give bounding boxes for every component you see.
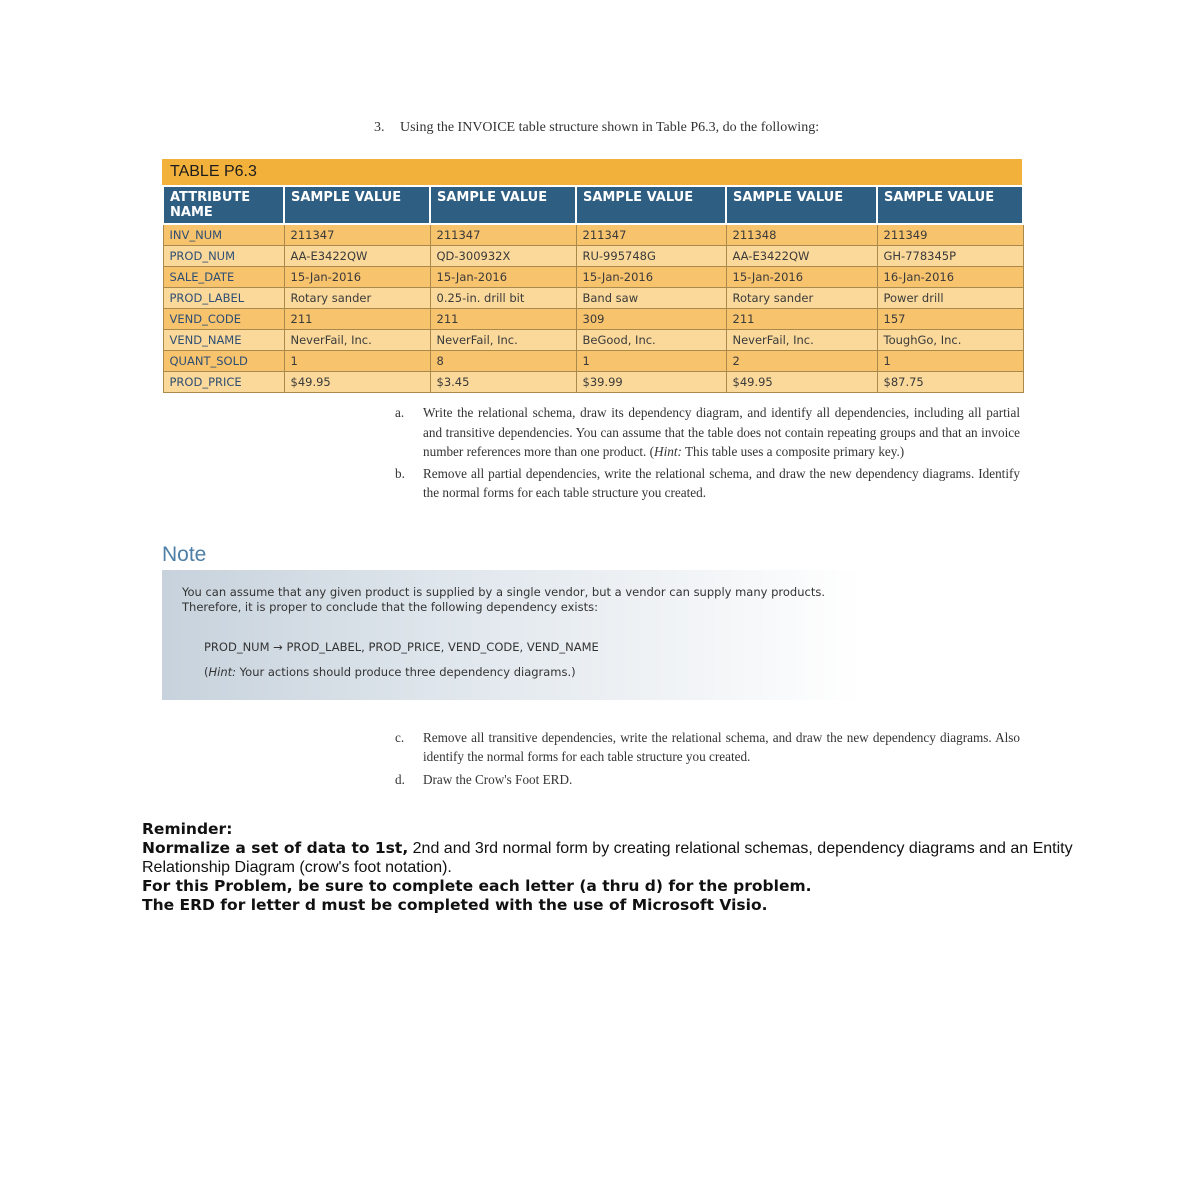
table-row — [163, 267, 1023, 288]
table-row — [163, 330, 1023, 351]
sample-value-cell: RU-995748G — [576, 246, 726, 267]
task-a-text — [423, 403, 1020, 462]
task-b — [395, 464, 1020, 503]
task-b-letter: b. — [395, 465, 405, 481]
table-row — [163, 372, 1023, 393]
note-dependency: PROD_NUM → PROD_LABEL, PROD_PRICE, VEND_CODE, VEND_NAME — [204, 640, 599, 654]
task-d-letter: d. — [395, 772, 405, 787]
attribute-name-cell: PROD_PRICE — [163, 372, 284, 393]
table-row — [163, 288, 1023, 309]
task-a-hint-label: Hint: — [654, 444, 682, 459]
sample-value-cell: 15-Jan-2016 — [726, 267, 877, 288]
task-c-text: Remove all transitive dependencies, write the relational schema, and draw the new dependency diagrams. Also identify the normal forms for each table structure you created. — [423, 730, 1020, 764]
sample-value-cell: Rotary sander — [284, 288, 430, 309]
table-body — [163, 224, 1023, 393]
sample-value-cell: 8 — [430, 351, 576, 372]
attribute-name-cell: INV_NUM — [163, 224, 284, 246]
invoice-data-table — [162, 185, 1024, 393]
header-sample-value: SAMPLE VALUE — [284, 186, 430, 224]
note-hint-label: Hint: — [208, 665, 237, 679]
task-d — [395, 770, 1020, 789]
sample-value-cell: 15-Jan-2016 — [430, 267, 576, 288]
reminder-line-1-rest: 2nd and 3rd normal form by creating relational schemas, dependency diagrams and an Entity Relationship Diagram (crow's foot notation). — [142, 840, 1073, 876]
sample-value-cell: NeverFail, Inc. — [726, 330, 877, 351]
attribute-name-cell: PROD_LABEL — [163, 288, 284, 309]
table-row — [163, 246, 1023, 267]
header-attribute-name: ATTRIBUTE NAME — [163, 186, 284, 224]
task-a-hint-text: This table uses a composite primary key.) — [681, 444, 905, 459]
task-c-letter: c. — [395, 730, 405, 745]
task-list-ab — [395, 403, 1020, 505]
problem-intro — [374, 120, 994, 136]
attribute-name-cell: PROD_NUM — [163, 246, 284, 267]
sample-value-cell: 1 — [284, 351, 430, 372]
sample-value-cell: 211347 — [430, 224, 576, 246]
problem-number: 3. — [374, 120, 385, 135]
sample-value-cell: ToughGo, Inc. — [877, 330, 1023, 351]
sample-value-cell: Rotary sander — [726, 288, 877, 309]
task-b-text: Remove all partial dependencies, write the relational schema, and draw the new dependency diagrams. Identify the normal forms for each table structure you created. — [423, 465, 1020, 500]
sample-value-cell: 2 — [726, 351, 877, 372]
note-box — [162, 570, 862, 700]
attribute-name-cell: VEND_CODE — [163, 309, 284, 330]
task-list-cd — [395, 728, 1020, 791]
table-row — [163, 224, 1023, 246]
sample-value-cell: 16-Jan-2016 — [877, 267, 1023, 288]
attribute-name-cell: SALE_DATE — [163, 267, 284, 288]
sample-value-cell: NeverFail, Inc. — [430, 330, 576, 351]
note-hint-paren: ( — [204, 665, 209, 679]
note-hint — [204, 665, 576, 679]
sample-value-cell: 211347 — [284, 224, 430, 246]
reminder-line-1-bold: Normalize a set of data to 1st, — [142, 839, 409, 857]
sample-value-cell: $49.95 — [284, 372, 430, 393]
sample-value-cell: Band saw — [576, 288, 726, 309]
reminder-block — [142, 820, 1082, 915]
task-a-letter: a. — [395, 405, 405, 420]
sample-value-cell: GH-778345P — [877, 246, 1023, 267]
sample-value-cell: 15-Jan-2016 — [576, 267, 726, 288]
sample-value-cell: AA-E3422QW — [726, 246, 877, 267]
sample-value-cell: 1 — [877, 351, 1023, 372]
sample-value-cell: NeverFail, Inc. — [284, 330, 430, 351]
header-sample-value: SAMPLE VALUE — [430, 186, 576, 224]
reminder-label: Reminder: — [142, 820, 233, 838]
table-row — [163, 351, 1023, 372]
sample-value-cell: $49.95 — [726, 372, 877, 393]
sample-value-cell: 211349 — [877, 224, 1023, 246]
attribute-name-cell: VEND_NAME — [163, 330, 284, 351]
sample-value-cell: 211 — [726, 309, 877, 330]
sample-value-cell: 211348 — [726, 224, 877, 246]
table-header-row — [163, 186, 1023, 224]
header-sample-value: SAMPLE VALUE — [877, 186, 1023, 224]
problem-intro-text: Using the INVOICE table structure shown in Table P6.3, do the following: — [400, 120, 820, 135]
sample-value-cell: 0.25-in. drill bit — [430, 288, 576, 309]
sample-value-cell: 157 — [877, 309, 1023, 330]
sample-value-cell: Power drill — [877, 288, 1023, 309]
task-a-text-main: Write the relational schema, draw its dependency diagram, and identify all dependencies, including all partial and transitive dependencies. You can assume that the table does not contain repeating groups and that an invoice number references more than one product. ( — [423, 405, 1020, 459]
table-row — [163, 309, 1023, 330]
table-title: TABLE P6.3 — [162, 159, 1022, 185]
sample-value-cell: 211 — [430, 309, 576, 330]
header-sample-value: SAMPLE VALUE — [726, 186, 877, 224]
sample-value-cell: 211347 — [576, 224, 726, 246]
reminder-line-1 — [142, 839, 1082, 877]
invoice-table — [162, 159, 1022, 393]
sample-value-cell: QD-300932X — [430, 246, 576, 267]
reminder-line-3: The ERD for letter d must be completed with the use of Microsoft Visio. — [142, 896, 768, 914]
sample-value-cell: 15-Jan-2016 — [284, 267, 430, 288]
sample-value-cell: $87.75 — [877, 372, 1023, 393]
task-c — [395, 728, 1020, 766]
sample-value-cell: $39.99 — [576, 372, 726, 393]
task-a — [395, 403, 1020, 462]
note-hint-text: Your actions should produce three dependency diagrams.) — [236, 665, 576, 679]
sample-value-cell: AA-E3422QW — [284, 246, 430, 267]
note-title: Note — [162, 543, 207, 566]
sample-value-cell: $3.45 — [430, 372, 576, 393]
header-sample-value: SAMPLE VALUE — [576, 186, 726, 224]
attribute-name-cell: QUANT_SOLD — [163, 351, 284, 372]
sample-value-cell: BeGood, Inc. — [576, 330, 726, 351]
reminder-line-2: For this Problem, be sure to complete each letter (a thru d) for the problem. — [142, 877, 812, 895]
task-d-text: Draw the Crow's Foot ERD. — [423, 772, 573, 787]
sample-value-cell: 211 — [284, 309, 430, 330]
sample-value-cell: 309 — [576, 309, 726, 330]
sample-value-cell: 1 — [576, 351, 726, 372]
note-text: You can assume that any given product is supplied by a single vendor, but a vendor can supply many products. Therefore, it is proper to conclude that the following dependency exists: — [182, 585, 825, 614]
